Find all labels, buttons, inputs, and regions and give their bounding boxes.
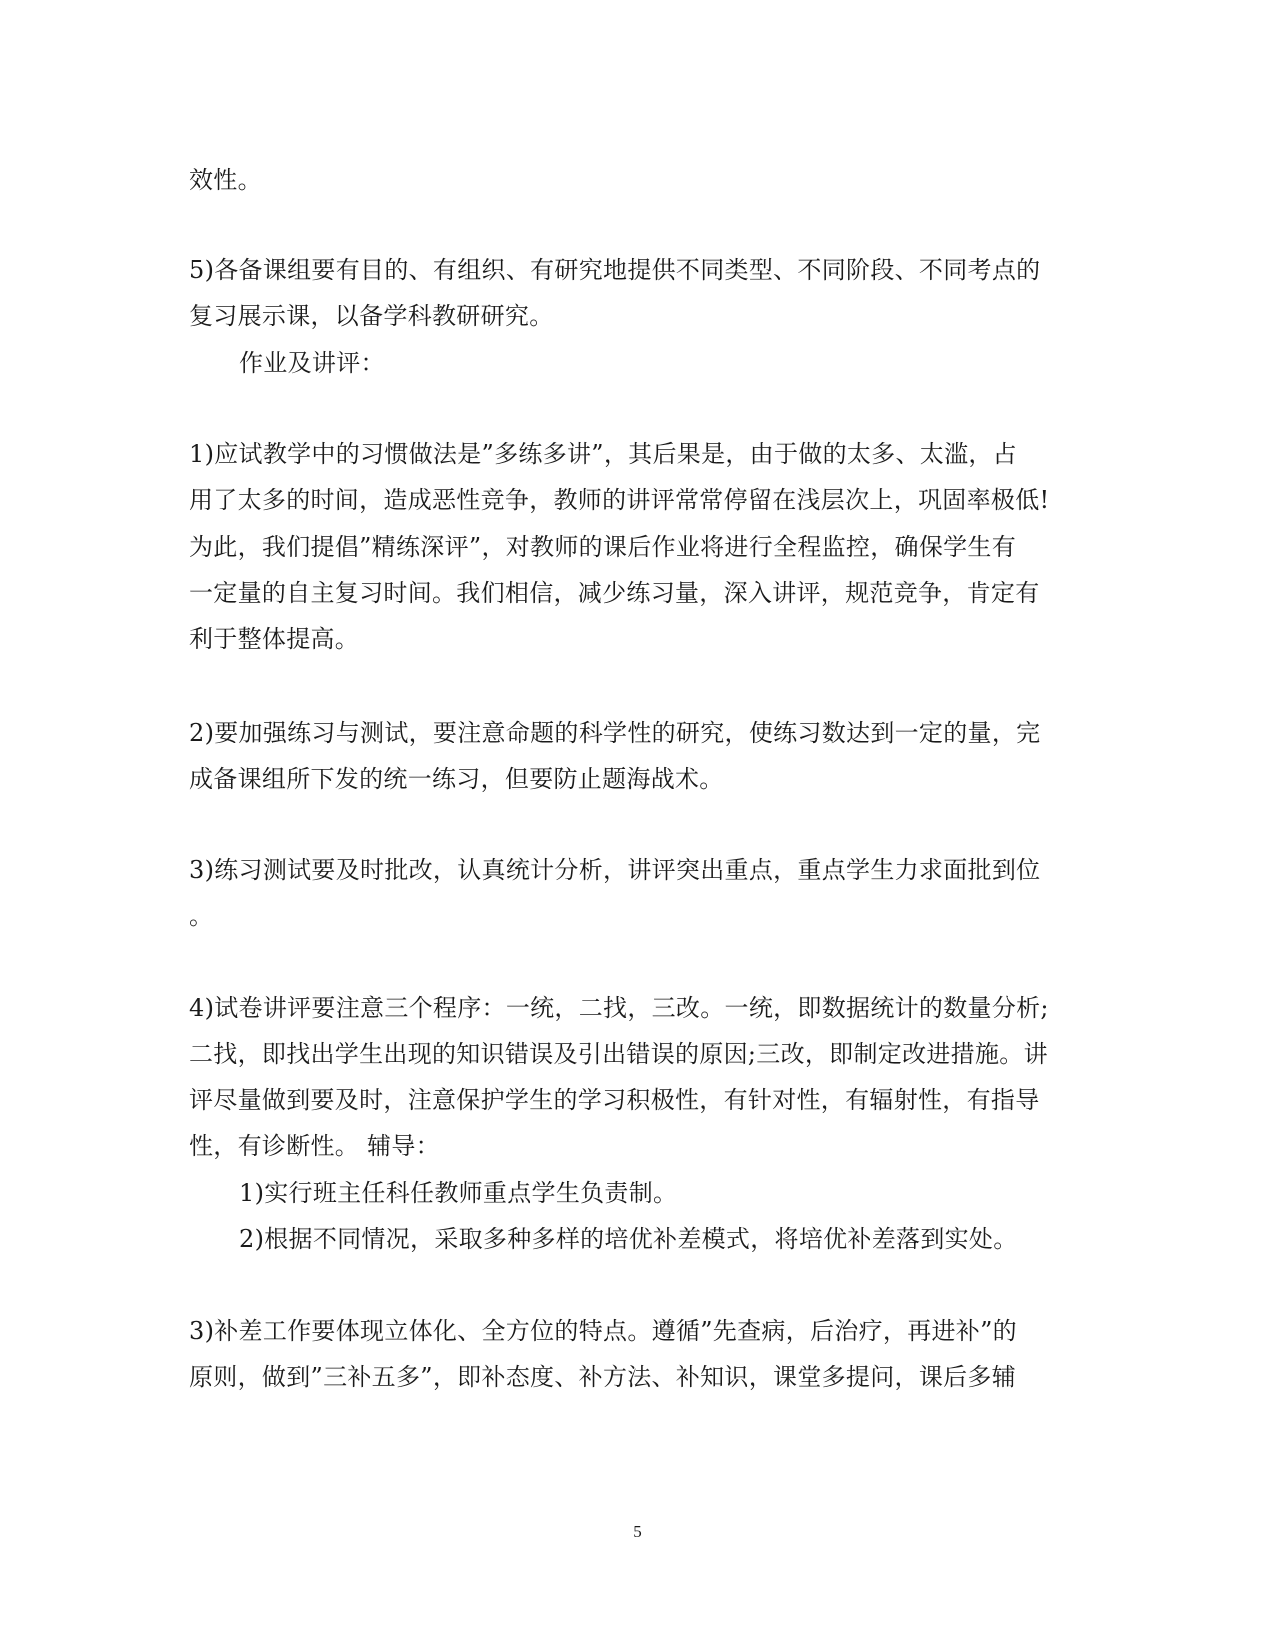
text-line: 为此，我们提倡”精练深评”，对教师的课后作业将进行全程监控，确保学生有 (189, 533, 1017, 561)
text-line: 一定量的自主复习时间。我们相信，减少练习量，深入讲评，规范竞争，肯定有 (189, 579, 1040, 607)
section-heading: 作业及讲评： (239, 349, 385, 377)
text-line: 1)实行班主任科任教师重点学生负责制。 (239, 1179, 678, 1207)
text-line: 利于整体提高。 (189, 625, 360, 653)
text-line: 二找，即找出学生出现的知识错误及引出错误的原因;三改，即制定改进措施。讲 (189, 1040, 1048, 1068)
text-line: 性，有诊断性。 辅导： (189, 1132, 440, 1160)
text-line: 2)根据不同情况，采取多种多样的培优补差模式，将培优补差落到实处。 (239, 1225, 1018, 1253)
text-line: 1)应试教学中的习惯做法是”多练多讲”，其后果是，由于做的太多、太滥，占 (189, 440, 1017, 468)
text-line: 成备课组所下发的统一练习，但要防止题海战术。 (189, 765, 724, 793)
text-line: 3)补差工作要体现立体化、全方位的特点。遵循”先查病，后治疗，再进补”的 (189, 1317, 1017, 1345)
text-line: 原则，做到”三补五多”，即补态度、补方法、补知识，课堂多提问，课后多辅 (189, 1363, 1017, 1391)
text-line: 。 (189, 902, 214, 930)
page-number: 5 (633, 1522, 642, 1541)
text-line: 复习展示课，以备学科教研研究。 (189, 302, 554, 330)
text-line: 2)要加强练习与测试，要注意命题的科学性的研究，使练习数达到一定的量，完 (189, 719, 1041, 747)
text-line: 4)试卷讲评要注意三个程序：一统，二找，三改。一统，即数据统计的数量分析; (189, 994, 1049, 1022)
text-line: 评尽量做到要及时，注意保护学生的学习积极性，有针对性，有辐射性，有指导 (189, 1086, 1040, 1114)
text-line: 效性。 (189, 166, 262, 194)
text-line: 5)各备课组要有目的、有组织、有研究地提供不同类型、不同阶段、不同考点的 (189, 256, 1041, 284)
text-line: 3)练习测试要及时批改，认真统计分析，讲评突出重点，重点学生力求面批到位 (189, 856, 1041, 884)
text-line: 用了太多的时间，造成恶性竞争，教师的讲评常常停留在浅层次上，巩固率极低! (189, 486, 1050, 514)
